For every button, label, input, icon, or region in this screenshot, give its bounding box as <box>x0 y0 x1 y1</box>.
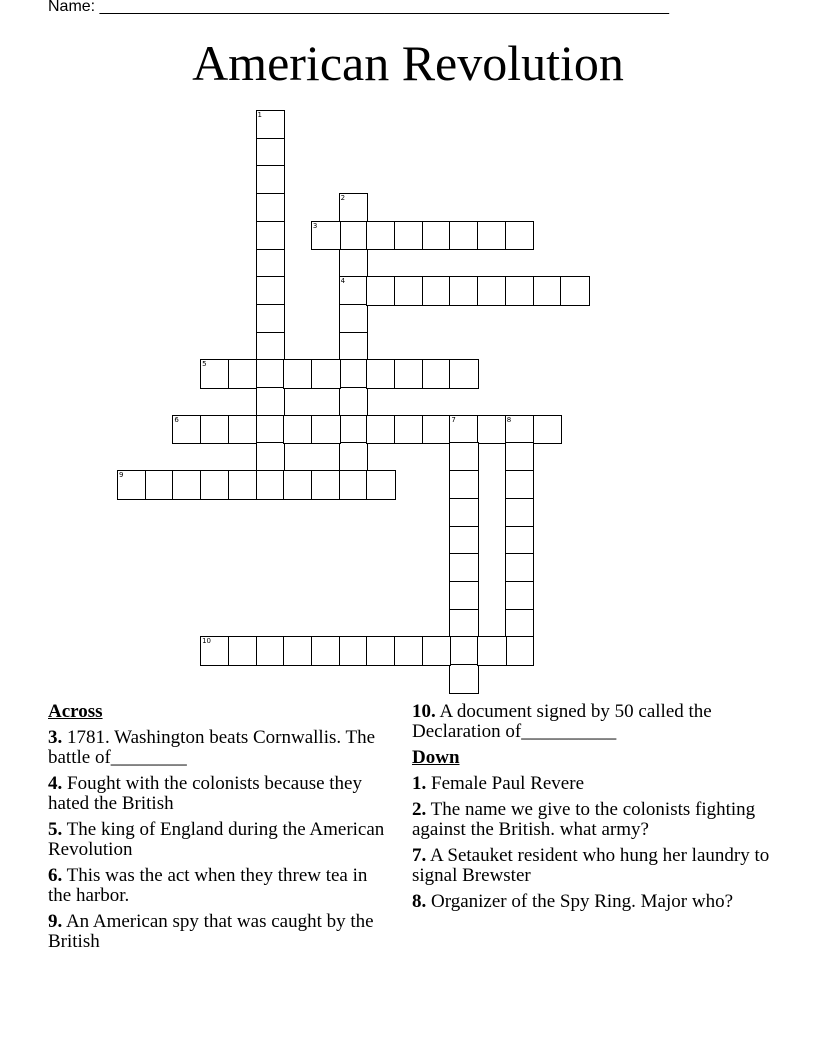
crossword-cell[interactable] <box>256 636 286 666</box>
crossword-cell[interactable] <box>422 359 452 389</box>
crossword-cell[interactable] <box>256 470 286 500</box>
clue-number: 1 <box>257 111 262 119</box>
clue-number: 8 <box>506 415 512 424</box>
crossword-cell[interactable] <box>366 415 396 445</box>
clue-number: 6 <box>174 415 179 424</box>
crossword-cell[interactable] <box>394 636 424 666</box>
crossword-cell[interactable] <box>200 470 230 500</box>
clue-number: 7 <box>451 415 456 424</box>
crossword-cell[interactable] <box>477 221 507 251</box>
crossword-cell[interactable] <box>505 221 535 251</box>
crossword-cell[interactable] <box>200 415 230 445</box>
crossword-cell[interactable] <box>339 636 369 666</box>
crossword-cell[interactable] <box>339 359 369 389</box>
crossword-cell[interactable] <box>394 359 424 389</box>
crossword-cell[interactable] <box>449 470 479 500</box>
clue-number: 3 <box>312 221 318 230</box>
crossword-cell[interactable] <box>256 276 286 306</box>
crossword-cell[interactable] <box>256 442 286 472</box>
crossword-cell[interactable] <box>117 470 147 500</box>
crossword-cell[interactable] <box>339 470 369 500</box>
crossword-cell[interactable] <box>366 470 396 500</box>
page-title: American Revolution <box>192 35 624 91</box>
crossword-cell[interactable] <box>533 276 563 306</box>
crossword-cell[interactable] <box>449 636 479 666</box>
crossword-cell[interactable] <box>256 332 286 362</box>
crossword-cell[interactable] <box>505 581 535 611</box>
crossword-cell[interactable] <box>256 165 286 195</box>
crossword-cell[interactable] <box>422 221 452 251</box>
clue-across-3: 3. 1781. Washington beats Cornwallis. The battle of________ <box>48 727 376 768</box>
crossword-cell[interactable] <box>366 359 396 389</box>
crossword-cell[interactable] <box>505 526 535 556</box>
crossword-cell[interactable] <box>505 442 535 472</box>
crossword-cell[interactable] <box>505 636 535 666</box>
clue-number: 10 <box>202 637 212 646</box>
clue-number: 2 <box>340 194 346 203</box>
crossword-cell[interactable] <box>449 442 479 472</box>
crossword-cell[interactable] <box>256 221 286 251</box>
crossword-cell[interactable] <box>283 415 313 445</box>
crossword-cell[interactable] <box>228 415 258 445</box>
clue-across-10: 10. A document signed by 50 called the Declaration of__________ <box>412 701 712 742</box>
crossword-cell[interactable] <box>505 415 535 445</box>
crossword-cell[interactable] <box>449 359 479 389</box>
crossword-cell[interactable] <box>533 415 563 445</box>
clue-down-7: 7. A Setauket resident who hung her laundry to signal Brewster <box>412 845 770 886</box>
clue-across-5: 5. The king of England during the American Revolution <box>48 819 385 860</box>
crossword-cell[interactable] <box>256 249 286 279</box>
crossword-cell[interactable] <box>477 276 507 306</box>
crossword-cell[interactable] <box>339 304 369 334</box>
clue-number: 9 <box>119 471 124 480</box>
crossword-cell[interactable] <box>339 221 369 251</box>
crossword-cell[interactable] <box>311 221 341 251</box>
crossword-cell[interactable] <box>200 359 230 389</box>
crossword-cell[interactable] <box>283 636 313 666</box>
crossword-cell[interactable] <box>449 221 479 251</box>
clue-across-9: 9. An American spy that was caught by the British <box>48 911 374 952</box>
clue-number: 4 <box>340 277 346 286</box>
crossword-cell[interactable] <box>505 276 535 306</box>
crossword-cell[interactable] <box>311 470 341 500</box>
clue-down-2: 2. The name we give to the colonists fighting against the British. what army? <box>412 799 756 840</box>
crossword-cell[interactable] <box>449 609 479 639</box>
crossword-cell[interactable] <box>311 359 341 389</box>
crossword-cell[interactable] <box>560 276 590 306</box>
crossword-cell[interactable] <box>311 415 341 445</box>
crossword-cell[interactable] <box>256 415 286 445</box>
crossword-cell[interactable] <box>422 636 452 666</box>
crossword-cell[interactable] <box>256 304 286 334</box>
crossword-cell[interactable] <box>505 609 535 639</box>
crossword-cell[interactable] <box>449 664 479 694</box>
crossword-cell[interactable] <box>449 553 479 583</box>
crossword-cell[interactable] <box>339 442 369 472</box>
crossword-cell[interactable] <box>394 221 424 251</box>
crossword-cell[interactable] <box>228 359 258 389</box>
crossword-cell[interactable] <box>339 415 369 445</box>
clue-across-6: 6. This was the act when they threw tea in the harbor. <box>48 865 368 906</box>
crossword-cell[interactable] <box>200 636 230 666</box>
crossword-cell[interactable] <box>228 636 258 666</box>
crossword-cell[interactable] <box>172 415 202 445</box>
crossword-cell[interactable] <box>256 110 286 140</box>
crossword-cell[interactable] <box>422 276 452 306</box>
across-heading: Across <box>48 701 103 722</box>
clue-across-4: 4. Fought with the colonists because they hated the British <box>48 773 362 814</box>
crossword-cell[interactable] <box>339 249 369 279</box>
crossword-cell[interactable] <box>366 221 396 251</box>
crossword-cell[interactable] <box>477 415 507 445</box>
crossword-cell[interactable] <box>366 276 396 306</box>
crossword-cell[interactable] <box>394 415 424 445</box>
name-line[interactable]: Name: ________________________________________________________________ <box>48 0 670 15</box>
crossword-cell[interactable] <box>256 193 286 223</box>
clue-down-8: 8. Organizer of the Spy Ring. Major who? <box>412 891 734 912</box>
crossword-cell[interactable] <box>449 498 479 528</box>
down-heading: Down <box>412 747 460 768</box>
clues-right-column <box>412 702 772 918</box>
crossword-cell[interactable] <box>394 276 424 306</box>
crossword-cell[interactable] <box>422 415 452 445</box>
crossword-cell[interactable] <box>339 387 369 417</box>
crossword-cell[interactable] <box>339 332 369 362</box>
crossword-cell[interactable] <box>477 636 507 666</box>
crossword-cell[interactable] <box>449 415 479 445</box>
crossword-cell[interactable] <box>228 470 258 500</box>
crossword-cell[interactable] <box>283 470 313 500</box>
crossword-cell[interactable] <box>311 636 341 666</box>
crossword-cell[interactable] <box>256 387 286 417</box>
crossword-cell[interactable] <box>505 498 535 528</box>
crossword-cell[interactable] <box>283 359 313 389</box>
crossword-cell[interactable] <box>339 276 369 306</box>
crossword-cell[interactable] <box>505 470 535 500</box>
crossword-cell[interactable] <box>256 359 286 389</box>
crossword-cell[interactable] <box>366 636 396 666</box>
crossword-cell[interactable] <box>172 470 202 500</box>
clue-down-1: 1. Female Paul Revere <box>412 773 585 794</box>
crossword-cell[interactable] <box>449 581 479 611</box>
crossword-cell[interactable] <box>145 470 175 500</box>
clue-number: 5 <box>202 360 207 369</box>
crossword-cell[interactable] <box>339 193 369 223</box>
crossword-cell[interactable] <box>449 276 479 306</box>
crossword-cell[interactable] <box>449 526 479 556</box>
clues-left-column <box>48 702 388 958</box>
crossword-cell[interactable] <box>505 553 535 583</box>
crossword-cell[interactable] <box>256 138 286 168</box>
